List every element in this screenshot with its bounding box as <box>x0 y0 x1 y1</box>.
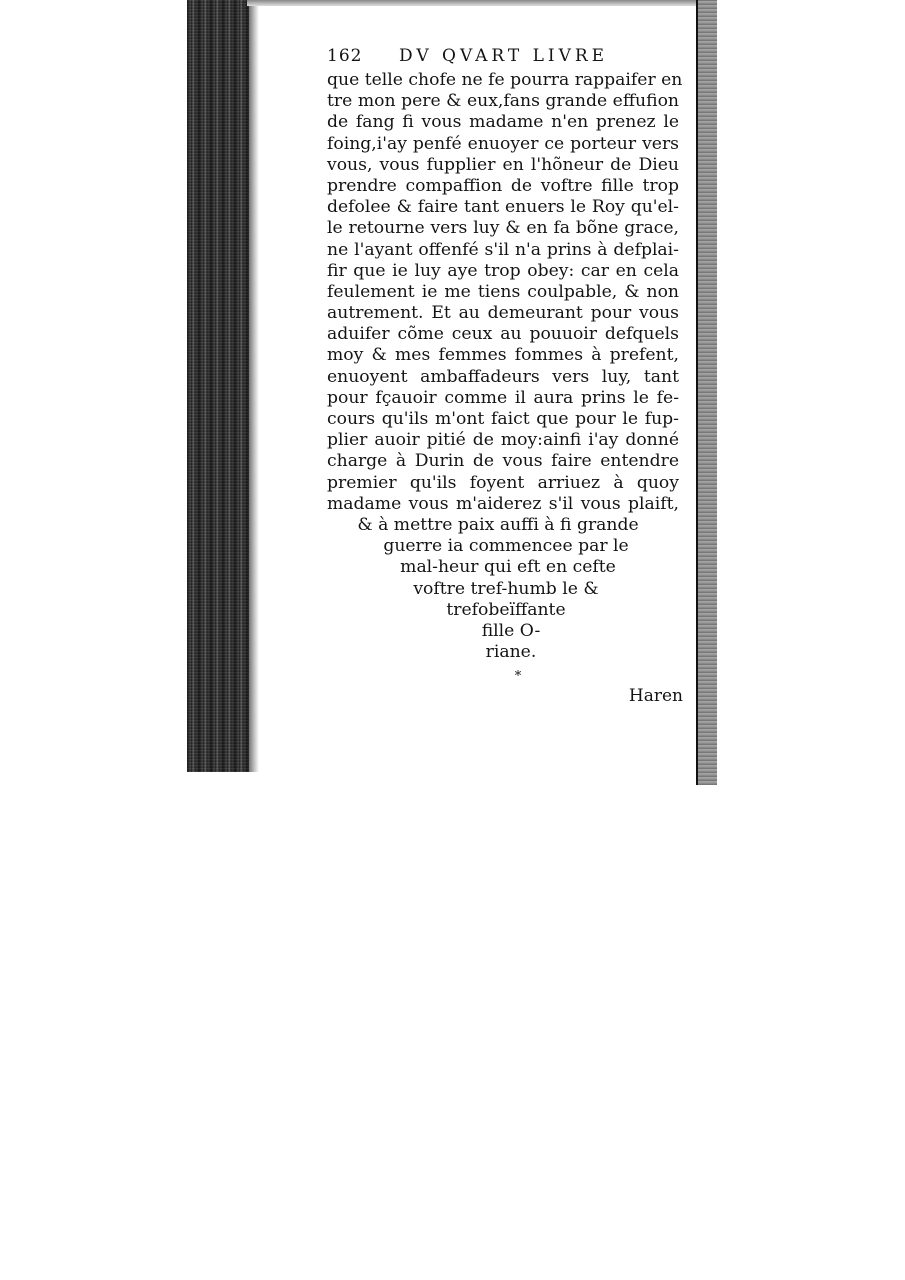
body-line: fir que ie luy aye trop obey: car en cela <box>327 260 679 281</box>
letter-closing <box>327 515 679 663</box>
body-line: enuoyent ambaffadeurs vers luy, tant <box>327 366 679 387</box>
body-line: le retourne vers luy & en fa bõne grace, <box>327 218 679 239</box>
book-gutter <box>187 0 249 772</box>
body-line: feulement ie me tiens coulpable, & non <box>327 281 679 302</box>
body-line: foing,i'ay penfé enuoyer ce porteur vers <box>327 133 679 154</box>
top-page-edge <box>247 0 717 6</box>
body-line: de fang fi vous madame n'en prenez le <box>327 112 679 133</box>
running-head <box>327 46 679 70</box>
body-line: que telle chofe ne fe pourra rappaifer en <box>327 70 683 90</box>
closing-line: mal-heur qui eft en cefte <box>400 557 616 578</box>
body-line: madame vous m'aiderez s'il vous plaift, <box>327 493 679 514</box>
page-text-block <box>327 46 683 707</box>
catchword: Haren <box>628 686 683 707</box>
right-page-edge <box>696 0 717 785</box>
ornament-mark: * <box>514 669 522 685</box>
header-title: DV QVART LIVRE <box>399 46 609 66</box>
gutter-shadow <box>249 0 259 772</box>
body-line: ne l'ayant offenfé s'il n'a prins à defplai- <box>327 239 679 260</box>
closing-line: & à mettre paix auffi à fi grande <box>357 514 639 535</box>
letter-body <box>327 70 683 515</box>
closing-line: trefobeïffante <box>446 599 566 620</box>
body-line: prendre compaffion de voftre fille trop <box>327 175 679 196</box>
closing-line: voftre tref-humb le & <box>413 578 599 599</box>
body-line: tre mon pere & eux,fans grande effufion <box>327 91 679 112</box>
signature-line: riane. <box>485 642 537 663</box>
signature-line: fille O- <box>481 620 541 641</box>
page-number: 162 <box>327 46 363 66</box>
closing-line: guerre ia commencee par le <box>383 536 629 557</box>
scanned-book-page <box>187 0 717 785</box>
body-line: defolee & faire tant enuers le Roy qu'el- <box>327 197 679 218</box>
body-line: aduifer cõme ceux au pouuoir defquels <box>327 324 679 345</box>
body-line: premier qu'ils foyent arriuez à quoy <box>327 472 679 493</box>
body-line: vous, vous fupplier en l'hõneur de Dieu <box>327 154 679 175</box>
body-line: plier auoir pitié de moy:ainfi i'ay donné <box>327 430 679 451</box>
body-line: charge à Durin de vous faire entendre <box>327 451 679 472</box>
body-line: cours qu'ils m'ont faict que pour le fup- <box>327 409 679 429</box>
body-line: autrement. Et au demeurant pour vous <box>327 303 679 324</box>
body-line: moy & mes femmes fommes à prefent, <box>327 345 679 366</box>
body-line: pour fçauoir comme il aura prins le fe- <box>327 387 679 408</box>
